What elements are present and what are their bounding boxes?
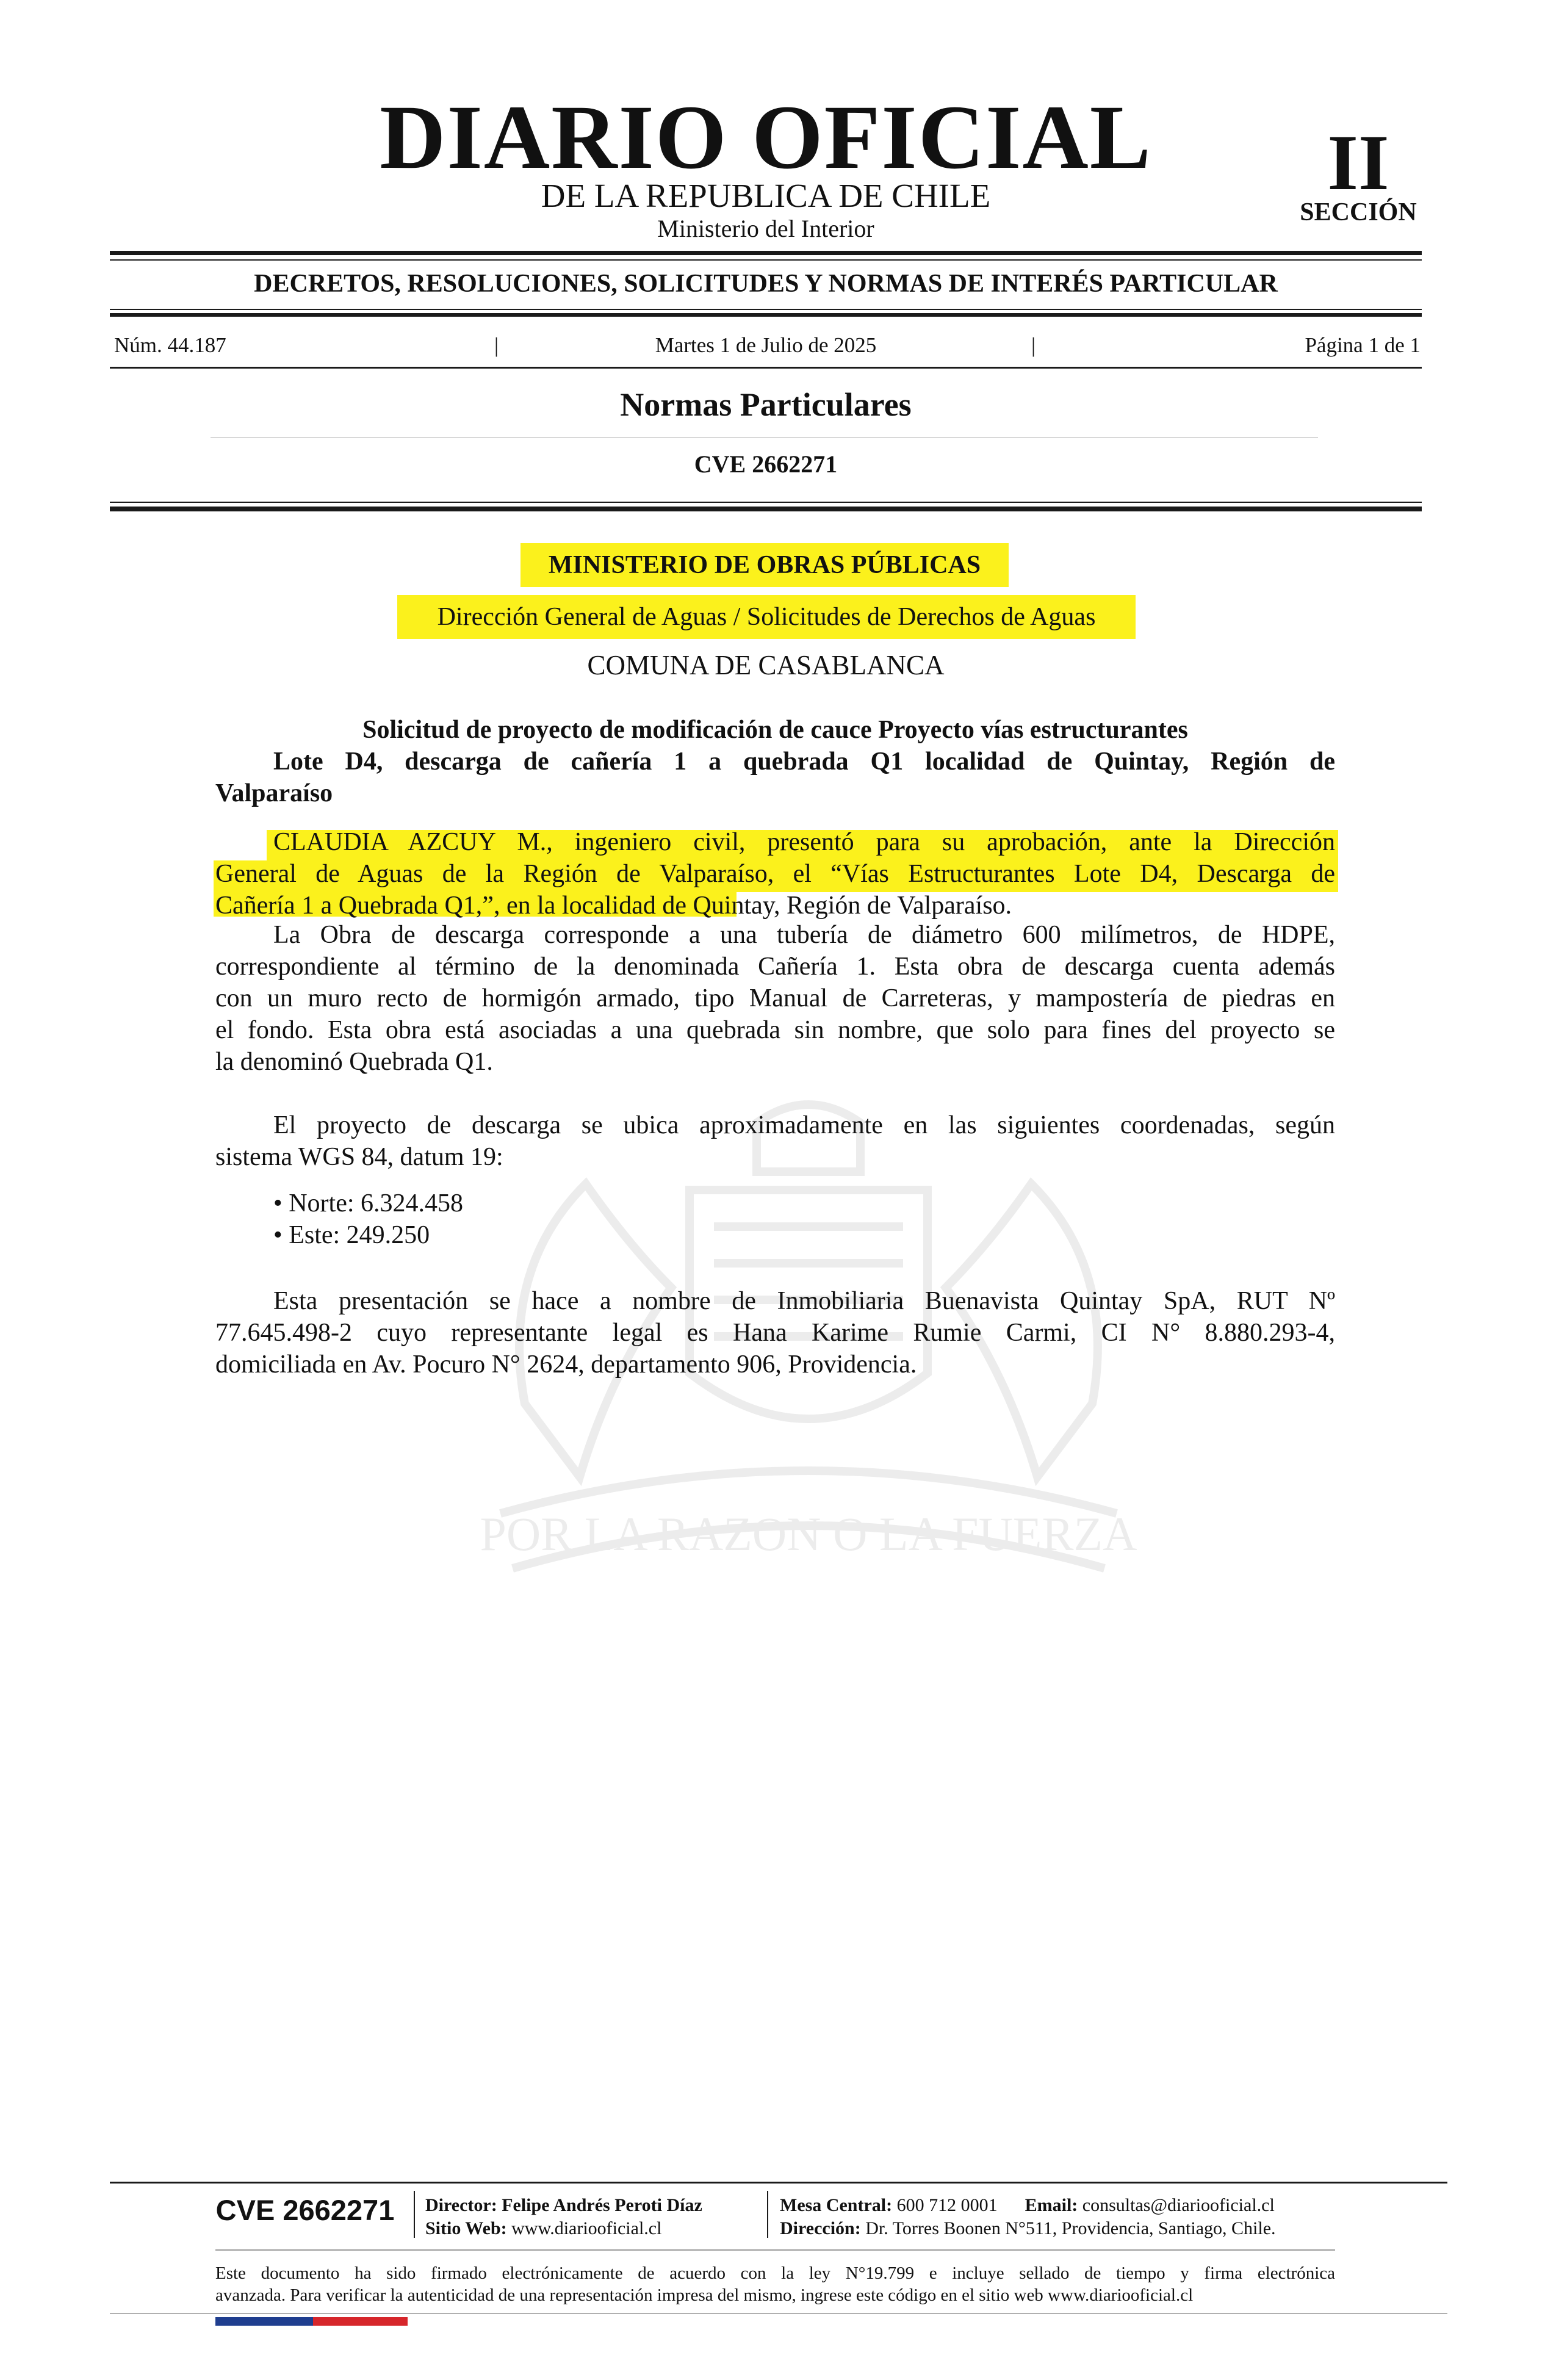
rule-footer-vertical: [414, 2191, 415, 2238]
issue-number: Núm. 44.187: [114, 333, 226, 357]
paragraph-line: sistema WGS 84, datum 19:: [215, 1143, 503, 1171]
ministry-heading: MINISTERIO DE OBRAS PÚBLICAS: [520, 543, 1009, 587]
watermark-motto: POR LA RAZON O LA FUERZA: [480, 1507, 1137, 1560]
footer-address: [780, 2218, 1276, 2240]
footer-address-value: Dr. Torres Boonen N°511, Providencia, Santiago, Chile.: [865, 2218, 1276, 2238]
footer-website: [425, 2218, 661, 2240]
masthead-ministry: Ministerio del Interior: [657, 215, 874, 242]
rule-footer-bottom: [110, 2313, 1447, 2314]
direction-heading: Dirección General de Aguas / Solicitudes de Derechos de Aguas: [397, 595, 1136, 639]
section-banner: DECRETOS, RESOLUCIONES, SOLICITUDES Y NORMAS DE INTERÉS PARTICULAR: [254, 270, 1278, 298]
footer-email-link[interactable]: consultas@diariooficial.cl: [1082, 2195, 1275, 2215]
request-title-line: Solicitud de proyecto de modificación de cauce Proyecto vías estructurantes: [362, 716, 1188, 744]
request-title-line: Valparaíso: [215, 779, 333, 807]
rule-footer-top: [110, 2182, 1447, 2183]
rule-header-bottom-thin: [110, 502, 1422, 503]
footer-mesa-value: 600 712 0001: [896, 2195, 998, 2215]
section-label: SECCIÓN: [1300, 198, 1417, 226]
footer-address-label: Dirección:: [780, 2218, 861, 2238]
page-indicator: Página 1 de 1: [1305, 333, 1421, 357]
masthead-title: DIARIO OFICIAL: [380, 87, 1152, 188]
issue-date: Martes 1 de Julio de 2025: [655, 333, 877, 357]
norm-type-heading: Normas Particulares: [620, 386, 912, 423]
paragraph-line: el fondo. Esta obra está asociadas a una quebrada sin nombre, que solo para fines del proyecto se: [215, 1016, 1335, 1044]
footer-web-label: Sitio Web:: [425, 2218, 507, 2238]
meta-separator: |: [1031, 333, 1036, 357]
footer-mesa-label: Mesa Central:: [780, 2195, 893, 2215]
paragraph-line: Esta presentación se hace a nombre de Inmobiliaria Buenavista Quintay SpA, RUT Nº: [273, 1287, 1335, 1315]
paragraph-line: CLAUDIA AZCUY M., ingeniero civil, presentó para su aprobación, ante la Dirección: [273, 828, 1335, 856]
rule-footer-vertical: [767, 2191, 768, 2238]
rule-banner-bottom-thick: [110, 313, 1422, 317]
paragraph-line: correspondiente al término de la denominada Cañería 1. Esta obra de descarga cuenta además: [215, 953, 1335, 981]
rule-top-thick: [110, 251, 1422, 255]
footer-email-label: Email:: [1025, 2195, 1078, 2215]
footer-cve: CVE 2662271: [215, 2194, 395, 2226]
paragraph-line: El proyecto de descarga se ubica aproximadamente en las siguientes coordenadas, según: [273, 1111, 1335, 1139]
commune-heading: COMUNA DE CASABLANCA: [587, 650, 945, 680]
rule-header-bottom-thick: [110, 507, 1422, 511]
footer-director-name: Felipe Andrés Peroti Díaz: [502, 2195, 702, 2215]
rule-top-thin: [110, 259, 1422, 261]
masthead-subtitle: DE LA REPUBLICA DE CHILE: [541, 177, 991, 214]
rule-meta-bottom: [110, 367, 1422, 369]
section-numeral: II: [1327, 119, 1389, 207]
coordinate-north: • Norte: 6.324.458: [273, 1189, 464, 1217]
rule-footer-middle: [215, 2249, 1335, 2251]
flag-stripe-red: [313, 2317, 408, 2326]
coat-of-arms-watermark: [427, 1086, 1190, 1684]
rule-banner-bottom-thin: [110, 309, 1422, 310]
request-title-line: Lote D4, descarga de cañería 1 a quebrada Q1 localidad de Quintay, Región de: [273, 748, 1335, 776]
flag-stripe-blue: [215, 2317, 313, 2326]
footer-web-link[interactable]: www.diariooficial.cl: [511, 2218, 662, 2238]
paragraph-line: con un muro recto de hormigón armado, tipo Manual de Carreteras, y mampostería de piedras en: [215, 984, 1335, 1012]
paragraph-line: Cañería 1 a Quebrada Q1,”, en la localidad de Quintay, Región de Valparaíso.: [215, 892, 1012, 920]
footer-legal-line: avanzada. Para verificar la autenticidad de una representación impresa del mismo, ingrese este código en el sitio web www.diariooficial.cl: [215, 2285, 1194, 2305]
paragraph-line: domiciliada en Av. Pocuro N° 2624, departamento 906, Providencia.: [215, 1350, 917, 1379]
paragraph-line: 77.645.498-2 cuyo representante legal es Hana Karime Rumie Carmi, CI N° 8.880.293-4,: [215, 1319, 1335, 1347]
footer-director-label: Director:: [425, 2195, 497, 2215]
coordinate-east: • Este: 249.250: [273, 1221, 430, 1249]
rule-norm-divider: [211, 437, 1318, 438]
paragraph-line: General de Aguas de la Región de Valparaíso, el “Vías Estructurantes Lote D4, Descarga de: [215, 860, 1335, 888]
meta-separator: |: [494, 333, 499, 357]
paragraph-line: la denominó Quebrada Q1.: [215, 1048, 493, 1076]
footer-contact: [780, 2194, 1275, 2216]
cve-code: CVE 2662271: [694, 450, 838, 478]
footer-director: [425, 2194, 702, 2216]
footer-legal-line: Este documento ha sido firmado electrónicamente de acuerdo con la ley N°19.799 e incluye sellado de tiempo y firma electrónica: [215, 2263, 1335, 2283]
paragraph-line: La Obra de descarga corresponde a una tubería de diámetro 600 milímetros, de HDPE,: [273, 921, 1335, 949]
